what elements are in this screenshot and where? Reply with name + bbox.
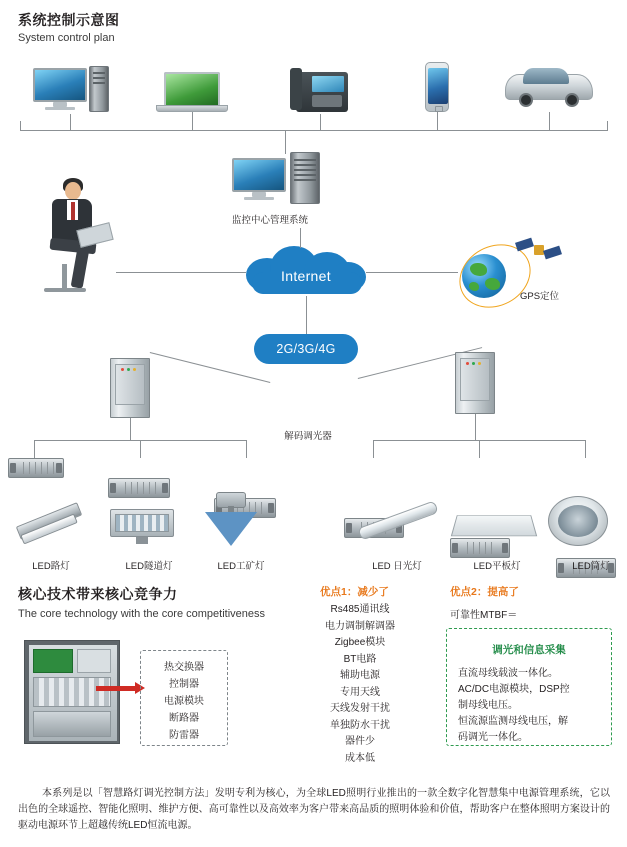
drop-desktop bbox=[70, 114, 71, 130]
advantage1-list bbox=[300, 602, 420, 767]
satellite-icon bbox=[516, 236, 560, 264]
cab-left-drop bbox=[130, 418, 131, 440]
lamp-led-tube bbox=[355, 498, 441, 548]
drop-laptop bbox=[192, 112, 193, 130]
person-head bbox=[65, 182, 81, 200]
center-monitor-foot bbox=[244, 197, 274, 200]
lamp-label-panel: LED平板灯 bbox=[473, 561, 521, 572]
car-windows bbox=[523, 68, 569, 84]
drop-car bbox=[549, 112, 550, 130]
advantage1-item: 器件少 bbox=[345, 736, 375, 747]
advantage1-item: 单独防水干扰 bbox=[330, 719, 390, 731]
control-cabinet-right bbox=[455, 352, 495, 414]
cabinet-part-item: 电源模块 bbox=[164, 696, 204, 707]
lamp-label-tube: LED 日光灯 bbox=[372, 561, 422, 572]
lamp-led-tunnel bbox=[110, 503, 174, 547]
bottom-title-en: The core technology with the core competitiveness bbox=[18, 608, 266, 620]
lamp-label-highbay: LED工矿灯 bbox=[217, 561, 265, 572]
terminal-bus-line bbox=[20, 130, 608, 131]
mobile-network-pill: 2G/3G/4G bbox=[254, 334, 358, 364]
driver-stem-l2 bbox=[140, 440, 141, 458]
advantage2-box-line: 码调光一体化。 bbox=[458, 732, 528, 743]
top-title-en: System control plan bbox=[18, 32, 115, 44]
lamp-label-tunnel: LED隧道灯 bbox=[125, 561, 173, 572]
callout-arrow bbox=[96, 686, 136, 691]
lamp-label-street: LED路灯 bbox=[32, 561, 70, 572]
desk-phone-screen bbox=[312, 76, 344, 92]
cabinet-parts-list bbox=[140, 659, 228, 744]
person-leg-lower bbox=[71, 247, 90, 288]
control-cabinet-left bbox=[110, 358, 150, 418]
cab-right-drop bbox=[475, 414, 476, 440]
cabinet-part-item: 热交换器 bbox=[164, 662, 204, 673]
advantage1-item: BT电路 bbox=[343, 653, 377, 665]
advantage1-item: Zigbee模块 bbox=[334, 637, 386, 648]
bus-tick-right bbox=[607, 121, 608, 130]
advantage1-title: 优点1：减少了 bbox=[320, 586, 389, 598]
top-title-cn: 系统控制示意图 bbox=[18, 12, 120, 28]
bus-to-center bbox=[285, 130, 286, 154]
internet-cloud bbox=[246, 244, 366, 296]
link-net-cab-left bbox=[150, 352, 256, 378]
advantage2-box-line: 制母线电压。 bbox=[458, 700, 518, 711]
advantage2-box-line: AC/DC电源模块，DSP控 bbox=[458, 684, 570, 695]
advantage2-box-title: 调光和信息采集 bbox=[492, 644, 566, 656]
advantage1-item: 天线发射干扰 bbox=[330, 703, 390, 714]
advantage2-box-lines bbox=[458, 666, 606, 746]
operator-person bbox=[22, 178, 114, 300]
cabinet-part-item: 断路器 bbox=[169, 713, 199, 724]
car-wheel-rear bbox=[565, 93, 579, 107]
drop-phone bbox=[320, 114, 321, 130]
driver-box bbox=[8, 458, 64, 478]
bottom-title-cn: 核心技术带来核心竞争力 bbox=[18, 586, 178, 602]
monitor-foot bbox=[45, 107, 75, 110]
lamp-led-highbay bbox=[198, 492, 268, 550]
terminal-laptop bbox=[156, 72, 228, 114]
laptop-keyboard bbox=[156, 105, 228, 112]
pc-tower bbox=[89, 66, 109, 112]
mobile-screen bbox=[428, 68, 448, 104]
link-net-cab-right bbox=[358, 352, 468, 378]
advantage2-subtitle: 可靠性MTBF＝ bbox=[450, 610, 518, 621]
advantage2-title: 优点2：提高了 bbox=[450, 586, 519, 598]
terminal-desktop-pc bbox=[33, 66, 113, 114]
desk-phone-keys bbox=[312, 95, 342, 107]
link-cloud-mobilenet bbox=[306, 296, 307, 334]
driver-stem-r1 bbox=[373, 440, 374, 458]
monitor-screen bbox=[33, 68, 87, 102]
advantage1-item: 专用天线 bbox=[340, 686, 380, 698]
lamp-led-panel bbox=[452, 502, 536, 548]
center-monitor-screen bbox=[232, 158, 286, 192]
terminal-vehicle bbox=[505, 64, 593, 112]
advantage1-item: Rs485通讯线 bbox=[330, 604, 390, 615]
advantage1-item: 成本低 bbox=[345, 752, 375, 764]
footer-paragraph: 本系列是以「智慧路灯调光控制方法」发明专利为核心，为全球LED照明行业推出的一款全数字化智慧集中电源管理系统，它以出色的全球遥控、智能化照明、维护方便、高可靠性以及高效率为客户带来高品质的照明体验和价值，帮助客户在整体照明方案设计的驱动电源环节上超越传统LED恒流电源。 bbox=[18, 788, 610, 831]
driver-stem-l1 bbox=[34, 440, 35, 458]
terminal-mobile-phone bbox=[425, 62, 449, 112]
advantage1-item: 辅助电源 bbox=[340, 670, 380, 681]
link-person-cloud bbox=[116, 272, 246, 273]
advantage1-item: 电力调制解调器 bbox=[325, 620, 395, 632]
lamp-led-downlight bbox=[546, 494, 614, 550]
decoder-label: 解码调光器 bbox=[284, 431, 332, 442]
cabinet-part-item: 防雷器 bbox=[169, 730, 199, 741]
lamp-label-downlight: LED筒灯 bbox=[572, 561, 610, 572]
terminal-desk-phone bbox=[290, 62, 352, 114]
lamp-led-street bbox=[10, 500, 90, 550]
gps-label: GPS定位 bbox=[520, 291, 560, 302]
advantage2-box-line: 直流母线载波一体化。 bbox=[458, 668, 558, 679]
link-center-cloud bbox=[300, 228, 301, 248]
person-stool-post bbox=[62, 264, 67, 290]
driver-stem-r2 bbox=[479, 440, 480, 458]
desk-phone-handset bbox=[290, 68, 302, 110]
cabinet-photo bbox=[24, 640, 120, 744]
bus-tick-left bbox=[20, 121, 21, 130]
cabinet-part-item: 控制器 bbox=[169, 679, 199, 690]
link-cloud-gps bbox=[366, 272, 458, 273]
drop-mobile bbox=[437, 112, 438, 130]
driver-stem-r3 bbox=[585, 440, 586, 458]
center-server-rack bbox=[290, 152, 320, 204]
person-tie bbox=[71, 202, 75, 220]
laptop-screen bbox=[164, 72, 220, 105]
driver-stem-l3 bbox=[246, 440, 247, 458]
internet-label: Internet bbox=[281, 268, 331, 284]
advantage2-box-line: 恒流源监测母线电压，解 bbox=[458, 716, 568, 727]
driver-box bbox=[108, 478, 170, 498]
monitor-center-label: 监控中心管理系统 bbox=[232, 215, 309, 226]
monitor-center-group bbox=[232, 152, 332, 208]
car-wheel-front bbox=[519, 93, 533, 107]
person-stool-base bbox=[44, 288, 86, 292]
